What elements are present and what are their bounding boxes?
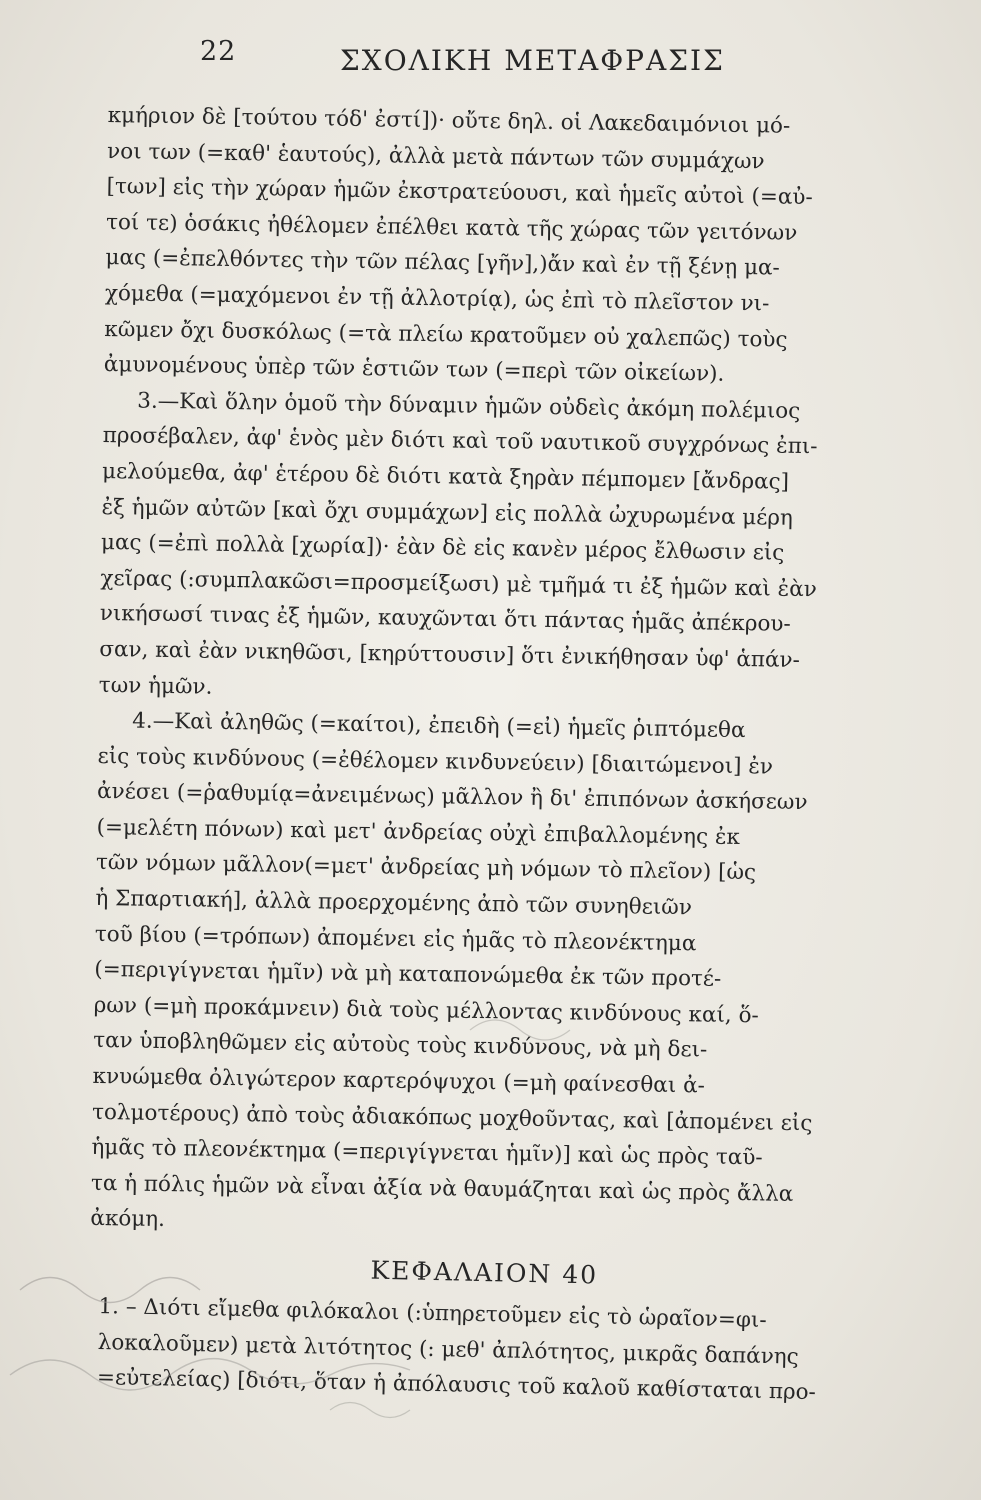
text-line: ρων (=μὴ προκάμνειν) διὰ τοὺς μέλλοντας κινδύνους καί, ὅ- xyxy=(93,992,759,1029)
chapter-heading: ΚΕΦΑΛΑΙΟΝ 40 xyxy=(370,1255,599,1290)
text-line: [των] εἰς τὴν χώραν ἡμῶν ἐκστρατεύουσι, καὶ ἡμεῖς αὐτοὶ (=αὐ- xyxy=(106,174,813,211)
text-line: χόμεθα (=μαχόμενοι ἐν τῇ ἀλλοτρίᾳ), ὡς ἐπὶ τὸ πλεῖστον νι- xyxy=(104,280,770,317)
text-line: των ἡμῶν. xyxy=(98,672,213,700)
text-line: ἐξ ἡμῶν αὐτῶν [καὶ ὄχι συμμάχων] εἰς πολλὰ ὠχυρωμένα μέρη xyxy=(101,494,794,531)
text-line: τα ἡ πόλις ἡμῶν νὰ εἶναι ἀξία νὰ θαυμάζηται καὶ ὡς πρὸς ἄλλα xyxy=(90,1170,794,1207)
text-line: νοι των (=καθ' ἑαυτούς), ἀλλὰ μετὰ πάντων τῶν συμμάχων xyxy=(106,138,765,174)
text-line: προσέβαλεν, ἀφ' ἑνὸς μὲν διότι καὶ τοῦ ναυτικοῦ συγχρόνως ἐπι- xyxy=(102,423,818,460)
text-line: κμήριον δὲ [τούτου τόδ' ἐστί])· οὔτε δηλ. οἱ Λακεδαιμόνιοι μό- xyxy=(107,102,791,139)
body-text xyxy=(90,98,878,1249)
text-line: (=μελέτη πόνων) καὶ μετ' ἀνδρείας οὐχὶ ἐπιβαλλομένης ἐκ xyxy=(96,814,741,850)
text-line: ἀκόμη. xyxy=(90,1206,166,1233)
text-line: ταν ὑποβληθῶμεν εἰς αὐτοὺς τοὺς κινδύνους, νὰ μὴ δει- xyxy=(92,1028,708,1063)
text-line: ἀμυνομένους ὑπὲρ τῶν ἑστιῶν των (=περὶ τῶν οἰκείων). xyxy=(103,352,725,387)
text-line: τοί τε) ὁσάκις ἠθέλομεν ἐπέλθει κατὰ τῆς χώρας τῶν γειτόνων xyxy=(105,209,798,246)
text-line: μας (=ἐπὶ πολλὰ [χωρία])· ἐὰν δὲ εἰς κανὲν μέρος ἔλθωσιν εἰς xyxy=(100,530,785,566)
chapter-section xyxy=(97,1235,870,1412)
text-line: σαν, καὶ ἐὰν νικηθῶσι, [κηρύττουσιν] ὅτι ἐνικήθησαν ὑφ' ἁπάν- xyxy=(99,636,801,673)
text-line: τοῦ βίου (=τρόπων) ἀπομένει εἰς ἡμᾶς τὸ πλεονέκτημα xyxy=(94,921,697,957)
text-line: νικήσωσί τινας ἐξ ἡμῶν, καυχῶνται ὅτι πάντας ἡμᾶς ἀπέκρου- xyxy=(99,601,791,638)
paragraph-4-start: 4.—Καὶ ἀληθῶς (=καίτοι), ἐπειδὴ (=εἰ) ἡμεῖς ῥιπτόμεθα xyxy=(132,708,746,744)
text-line: χεῖρας (:συμπλακῶσι=προσμείξωσι) μὲ τμῆμά τι ἐξ ἡμῶν καὶ ἐὰν xyxy=(100,565,817,602)
text-line: ἡμᾶς τὸ πλεονέκτημα (=περιγίγνεται ἡμῖν)] καὶ ὡς πρὸς ταῦ- xyxy=(91,1135,763,1171)
paragraph-3-start: 3.—Καὶ ὅλην ὁμοῦ τὴν δύναμιν ἡμῶν οὐδεὶς ἀκόμη πολέμιος xyxy=(137,388,801,424)
text-line: ἡ Σπαρτιακή], ἀλλὰ προερχομένης ἀπὸ τῶν συνηθειῶν xyxy=(95,885,693,921)
text-line: εἰς τοὺς κινδύνους (=ἐθέλομεν κινδυνεύειν) [διαιτώμενοι] ἐν xyxy=(97,743,774,780)
running-title: ΣΧΟΛΙΚΗ ΜΕΤΑΦΡΑΣΙΣ xyxy=(340,44,725,77)
chapter-line: =εὐτελείας) [διότι, ὅταν ἡ ἀπόλαυσις τοῦ καλοῦ καθίσταται προ- xyxy=(96,1365,817,1406)
text-line: κνυώμεθα ὀλιγώτερον καρτερόψυχοι (=μὴ φαίνεσθαι ἀ- xyxy=(92,1063,706,1099)
chapter-line: 1. – Διότι εἴμεθα φιλόκαλοι (:ὑπηρετοῦμεν εἰς τὸ ὡραῖον=φι- xyxy=(98,1293,767,1333)
page-number: 22 xyxy=(200,36,237,67)
text-line: μας (=ἐπελθόντες τὴν τῶν πέλας [γῆν],)ἄν καὶ ἐν τῇ ξένῃ μα- xyxy=(105,245,780,281)
text-line: κῶμεν ὄχι δυσκόλως (=τὰ πλείω κρατοῦμεν οὐ χαλεπῶς) τοὺς xyxy=(104,316,788,353)
chapter-line: λοκαλοῦμεν) μετὰ λιτότητος (: μεθ' ἀπλότητος, μικρᾶς δαπάνης xyxy=(97,1329,799,1370)
text-line: (=περιγίγνεται ἡμῖν) νὰ μὴ καταπονώμεθα ἐκ τῶν προτέ- xyxy=(94,957,722,992)
text-line: τῶν νόμων μᾶλλον(=μετ' ἀνδρείας μὴ νόμων τὸ πλεῖον) [ὡς xyxy=(95,850,757,886)
text-line: τολμοτέρους) ἀπὸ τοὺς ἀδιακόπως μοχθοῦντας, καὶ [ἀπομένει εἰς xyxy=(91,1099,813,1136)
text-line: μελούμεθα, ἀφ' ἑτέρου δὲ διότι κατὰ ξηρὰν πέμπομεν [ἄνδρας] xyxy=(101,458,790,495)
text-line: ἀνέσει (=ῥαθυμίᾳ=ἀνειμένως) μᾶλλον ἢ δι' ἐπιπόνων ἀσκήσεων xyxy=(96,779,808,816)
